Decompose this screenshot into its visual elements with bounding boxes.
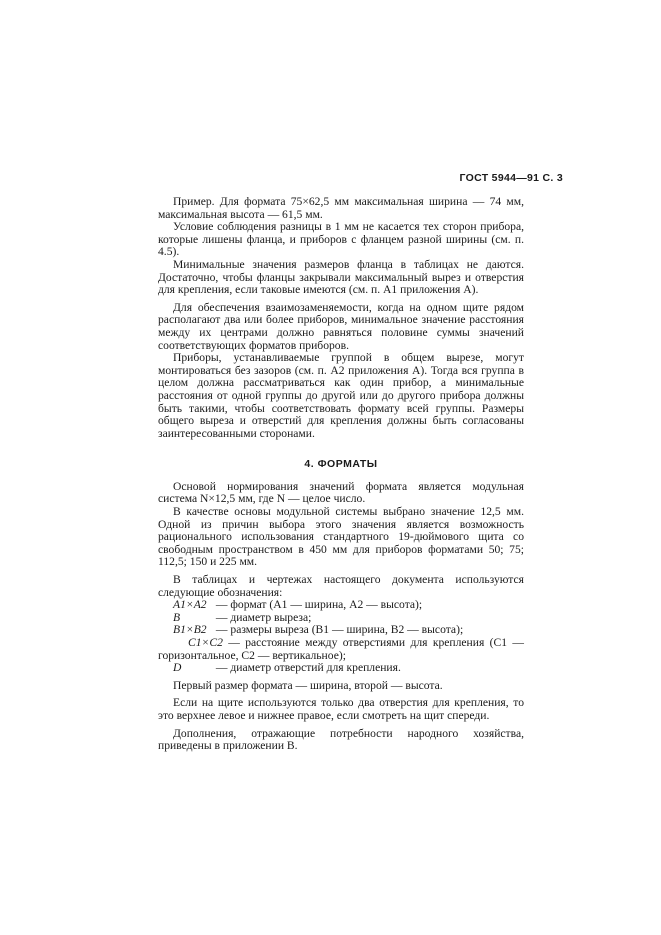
definition-hole-diameter: [158, 662, 524, 675]
definition-text: — формат (A1 — ширина, A2 — высота);: [213, 598, 423, 612]
definition-hole-spacing: [158, 637, 524, 662]
paragraph-flange-sizes: Минимальные значения размеров фланца в таблицах не даются. Достаточно, чтобы фланцы закрывали максимальный вырез и отверстия для крепления, если таковые имеются (см. п. А1 приложения А).: [158, 257, 524, 297]
paragraph-example: Пример. Для формата 75×62,5 мм максимальная ширина — 74 мм, максимальная высота — 61,5 мм.: [158, 195, 524, 221]
paragraph-base-value: В качестве основы модульной системы выбрано значение 12,5 мм. Одной из причин выбора этого значения является возможность рационального использования стандартного 19-дюймового щита со свободным пространством в 450 мм для приборов форматами 50; 75; 112,5; 150 и 225 мм.: [158, 505, 524, 569]
definition-text: — диаметр выреза;: [213, 610, 312, 624]
paragraph-two-holes: Если на щите используются только два отверстия для крепления, то это верхнее левое и нижнее правое, если смотреть на щит спереди.: [158, 696, 524, 722]
paragraph-first-dimension: Первый размер формата — ширина, второй — высота.: [173, 678, 443, 692]
definition-symbol: C1×C2: [188, 636, 223, 649]
paragraph-modular-system: Основой нормирования значений формата является модульная система N×12,5 мм, где N — целое число.: [158, 479, 524, 506]
definition-text: — расстояние между отверстиями для крепления (C1 — горизонтальное, C2 — вертикальное);: [158, 636, 524, 662]
definition-symbol: D: [173, 661, 182, 675]
paragraph-group-mounting: Приборы, устанавливаемые группой в общем вырезе, могут монтироваться без зазоров (см. п. А2 приложения А). Тогда вся группа в целом должна рассматриваться как один прибор, а минимальные расстояния от одной группы до другой или до другого прибора должны быть такими, чтобы соответствовать формату всей группы. Размеры общего выреза и отверстий для крепления должны быть согласованы заинтересованными сторонами.: [158, 351, 524, 440]
paragraph-notation-intro: В таблицах и чертежах настоящего документа используются следующие обозначения:: [158, 573, 524, 599]
body-text: [158, 196, 524, 753]
definition-text: — диаметр отверстий для крепления.: [213, 661, 401, 675]
paragraph-supplements: Дополнения, отражающие потребности народного хозяйства, приведены в приложении В.: [158, 726, 524, 753]
section-title: 4. ФОРМАТЫ: [304, 458, 378, 471]
running-head: ГОСТ 5944—91 С. 3: [459, 172, 563, 184]
paragraph-flange-condition: Условие соблюдения разницы в 1 мм не касается тех сторон прибора, которые лишены фланца, и приборов с фланцем разной ширины (см. п. 4.5).: [158, 220, 524, 259]
definition-symbol: A1×A2: [173, 598, 207, 612]
definition-symbol: B1×B2: [173, 623, 207, 637]
paragraph-interchangeability: Для обеспечения взаимозаменяемости, когда на одном щите рядом располагают два или более приборов, минимальное значение расстояния между их центрами должно равняться половине суммы значений соответствующих форматов приборов.: [158, 300, 524, 352]
definition-symbol: B: [173, 610, 181, 624]
definition-text: — размеры выреза (B1 — ширина, B2 — высота);: [213, 623, 464, 637]
